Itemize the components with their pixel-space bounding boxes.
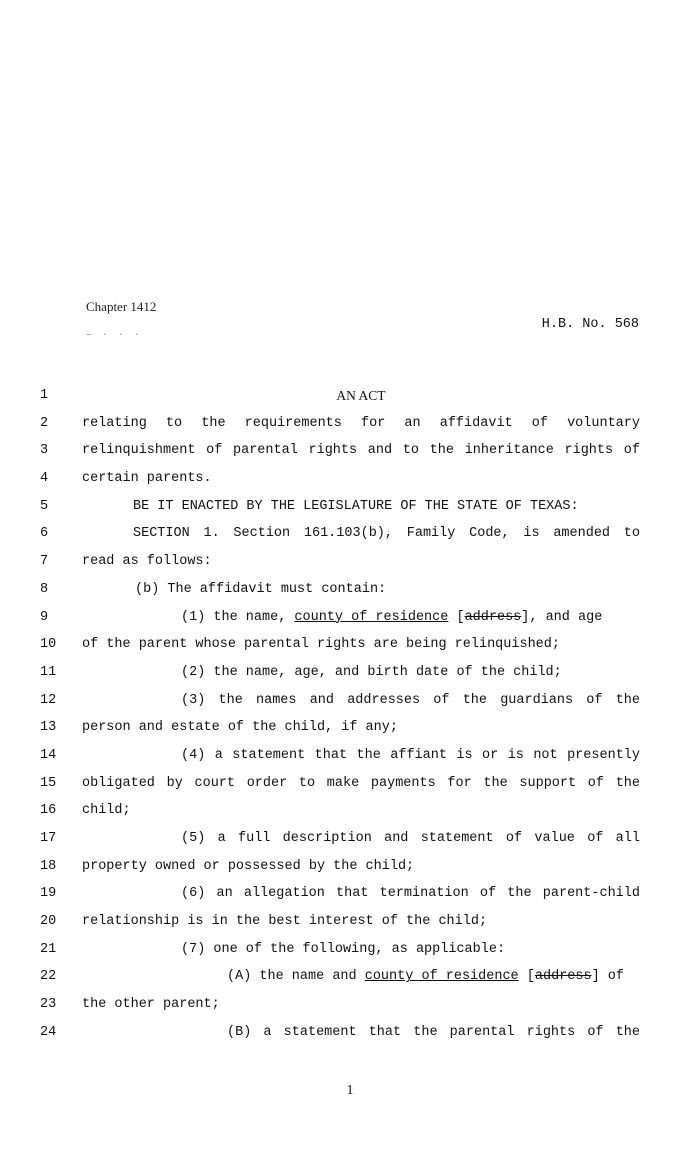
line-16 — [40, 801, 640, 829]
deleted-text: address — [534, 969, 592, 985]
line-number: 24 — [40, 1024, 57, 1040]
line-2 — [40, 414, 640, 442]
bill-body — [40, 386, 640, 1051]
line-text: relating to the requirements for an affidavit of voluntary — [82, 415, 640, 431]
line-number: 19 — [40, 886, 57, 902]
line-text: (b) The affidavit must contain: — [135, 581, 387, 597]
line-number: 22 — [40, 969, 57, 985]
line-12 — [40, 691, 640, 719]
line-text — [227, 967, 640, 987]
line-6 — [40, 524, 640, 552]
line-number: 12 — [40, 692, 57, 708]
line-number: 10 — [40, 637, 57, 653]
line-number: 7 — [40, 554, 49, 570]
line-text: (7) one of the following, as applicable: — [181, 941, 506, 957]
deleted-text: address — [464, 609, 522, 625]
line-number: 17 — [40, 831, 57, 846]
line-3 — [40, 441, 640, 469]
line-number: 9 — [40, 609, 49, 625]
line-14 — [40, 746, 640, 774]
inserted-text: county of residence — [294, 609, 449, 625]
line-9 — [40, 608, 640, 636]
line-number: 20 — [40, 914, 57, 930]
line-23 — [40, 995, 640, 1023]
text-fragment: ] of — [591, 969, 624, 985]
line-22 — [40, 967, 640, 995]
line-text: (3) the names and addresses of the guardians of the — [181, 692, 640, 708]
line-text: the other parent; — [82, 997, 220, 1013]
line-text: (2) the name, age, and birth date of the child; — [181, 664, 562, 680]
text-fragment: [ — [518, 969, 535, 985]
line-text: property owned or possessed by the child; — [82, 858, 415, 874]
line-17 — [40, 829, 640, 857]
line-number: 13 — [40, 720, 57, 736]
line-text: certain parents. — [82, 471, 212, 487]
line-24 — [40, 1023, 640, 1051]
line-number: 1 — [40, 388, 49, 403]
chapter-label: Chapter 1412 — [86, 299, 157, 314]
line-text: (6) an allegation that termination of the parent-child — [181, 886, 640, 902]
line-4 — [40, 469, 640, 497]
inserted-text: county of residence — [364, 969, 519, 985]
line-text: (4) a statement that the affiant is or is not presently — [181, 747, 640, 763]
line-20 — [40, 912, 640, 940]
text-fragment: (1) the name, — [181, 609, 295, 625]
line-text: of the parent whose parental rights are being relinquished; — [82, 637, 560, 653]
line-number: 14 — [40, 747, 57, 763]
line-number: 2 — [40, 415, 49, 431]
line-number: 3 — [40, 443, 49, 459]
text-fragment: (A) the name and — [227, 969, 365, 985]
section-heading: SECTION 1. Section 161.103(b), Family Code, is amended to — [133, 526, 640, 542]
line-text: relinquishment of parental rights and to the inheritance rights of — [82, 443, 640, 459]
line-19 — [40, 884, 640, 912]
text-fragment: ], and age — [521, 609, 603, 625]
line-5 — [40, 497, 640, 525]
line-21 — [40, 940, 640, 968]
line-number: 11 — [40, 664, 57, 680]
line-number: 8 — [40, 581, 49, 597]
line-text: (B) a statement that the parental rights of the — [227, 1024, 640, 1040]
line-text: obligated by court order to make payments for the support of the — [82, 775, 640, 791]
text-fragment: [ — [448, 609, 465, 625]
stamp-marks: – · · · — [86, 330, 143, 341]
line-text: (5) a full description and statement of value of all — [181, 831, 640, 846]
bill-number: H.B. No. 568 — [541, 317, 639, 332]
line-10 — [40, 635, 640, 663]
line-number: 15 — [40, 775, 57, 791]
line-15 — [40, 774, 640, 802]
line-13 — [40, 718, 640, 746]
line-1 — [40, 386, 640, 414]
line-18 — [40, 857, 640, 885]
line-number: 23 — [40, 997, 57, 1013]
line-number: 5 — [40, 498, 49, 514]
line-7 — [40, 552, 640, 580]
line-number: 4 — [40, 471, 49, 487]
line-text: child; — [82, 803, 131, 819]
line-text: relationship is in the best interest of the child; — [82, 914, 488, 930]
line-number: 21 — [40, 941, 57, 957]
line-11 — [40, 663, 640, 691]
line-number: 6 — [40, 526, 49, 542]
line-text — [181, 608, 640, 628]
line-number: 16 — [40, 803, 57, 819]
line-text: person and estate of the child, if any; — [82, 720, 398, 736]
page-number: 1 — [346, 1083, 354, 1098]
line-8 — [40, 580, 640, 608]
enacting-clause: BE IT ENACTED BY THE LEGISLATURE OF THE STATE OF TEXAS: — [133, 498, 579, 514]
line-text: read as follows: — [82, 554, 212, 570]
line-number: 18 — [40, 858, 57, 874]
act-title: AN ACT — [336, 388, 386, 403]
